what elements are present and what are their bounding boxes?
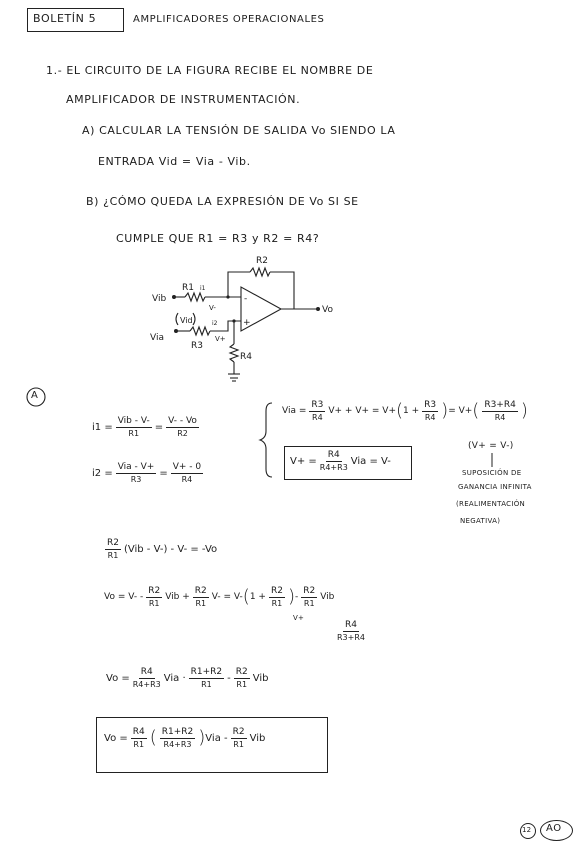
v-plus-node xyxy=(232,319,235,322)
label-opamp-minus: - xyxy=(244,294,248,304)
equation-brace xyxy=(260,403,272,477)
equation-vo-expansion: Vo = V- - $\frac{R2}{R1}$ Vib + $\frac{R2}{R1}$ V- = V- ( 1 + $\frac{R2}{R1}$ ) - $\frac{R2}{R1}$ Vib xyxy=(104,586,335,608)
v-minus-node xyxy=(226,295,229,298)
label-vid: Vid xyxy=(180,316,193,325)
equation-i2: i2 = $\frac{\text{Via - V+}}{R3}$ = $\frac{V+ - 0}{R4}$ xyxy=(92,462,202,484)
page-number-prefix: 12 xyxy=(522,826,532,834)
label-r3: R3 xyxy=(191,341,203,351)
equation-vo-final: Vo = $\frac{R4}{R1}$ ( $\frac{R1+R2}{R4+R3}$ ) Via - $\frac{R2}{R1}$ Vib xyxy=(104,727,266,749)
part-a-line-2: ENTRADA Vid = Via - Vib. xyxy=(98,155,251,168)
label-vib: Vib xyxy=(152,294,167,304)
eq6-under-fraction: $\frac{R4}{R3+R4}$ xyxy=(337,620,365,642)
solution-marker: A xyxy=(31,390,39,401)
part-a-line-1: A) CALCULAR LA TENSIÓN DE SALIDA Vo SIENDO LA xyxy=(82,124,396,137)
label-r1: R1 xyxy=(182,283,194,293)
vib-terminal xyxy=(172,295,176,299)
via-terminal xyxy=(174,329,178,333)
part-b-line-1: B) ¿CÓMO QUEDA LA EXPRESIÓN DE Vo SI SE xyxy=(86,195,359,208)
topic-title: AMPLIFICADORES OPERACIONALES xyxy=(133,14,325,25)
note-line-4: NEGATIVA) xyxy=(460,517,501,525)
note-line-3: (REALIMENTACIÓN xyxy=(456,500,526,508)
label-opamp-plus: + xyxy=(243,318,251,328)
equation-feedback: $\frac{R2}{R1}$ (Vib - V-) - V- = -Vo xyxy=(107,538,218,560)
note-line-1: SUPOSICIÓN DE xyxy=(462,469,522,477)
note-line-2: GANANCIA INFINITA xyxy=(458,483,532,491)
bulletin-label: BOLETÍN 5 xyxy=(33,12,97,25)
equation-vo-substituted: Vo = $\frac{R4}{R4+R3}$ Via · $\frac{R1+R2}{R1}$ - $\frac{R2}{R1}$ Vib xyxy=(106,667,269,689)
label-vo: Vo xyxy=(322,305,333,315)
equation-i1: i1 = $\frac{\text{Vib - V-}}{R1}$ = $\frac{V- - Vo}{R2}$ xyxy=(92,416,197,438)
equation-v-plus: V+ = $\frac{R4}{R4+R3}$ Via = V- xyxy=(290,450,391,472)
label-v-minus: V- xyxy=(209,304,216,312)
equation-via: Via = $\frac{R3}{R4}$ V+ + V+ = V+ ( 1 + $\frac{R3}{R4}$ ) = V+ ( $\frac{R3+R4}{R4}$ ) xyxy=(282,400,528,422)
label-v-plus: V+ xyxy=(215,335,226,343)
problem-line-1: 1.- EL CIRCUITO DE LA FIGURA RECIBE EL NOMBRE DE xyxy=(46,64,374,77)
problem-line-2: AMPLIFICADOR DE INSTRUMENTACIÓN. xyxy=(66,93,301,106)
eq6-under-v: V+ xyxy=(293,614,305,622)
label-r2: R2 xyxy=(256,256,268,266)
label-via: Via xyxy=(150,333,164,343)
vo-terminal xyxy=(316,307,320,311)
label-i1: i1 xyxy=(200,285,206,292)
part-b-line-2: CUMPLE QUE R1 = R3 y R2 = R4? xyxy=(116,232,320,245)
note-v-equal: (V+ = V-) xyxy=(468,441,514,451)
label-r4: R4 xyxy=(240,352,252,362)
page-number: AO xyxy=(546,823,562,834)
label-i2: i2 xyxy=(212,320,218,327)
